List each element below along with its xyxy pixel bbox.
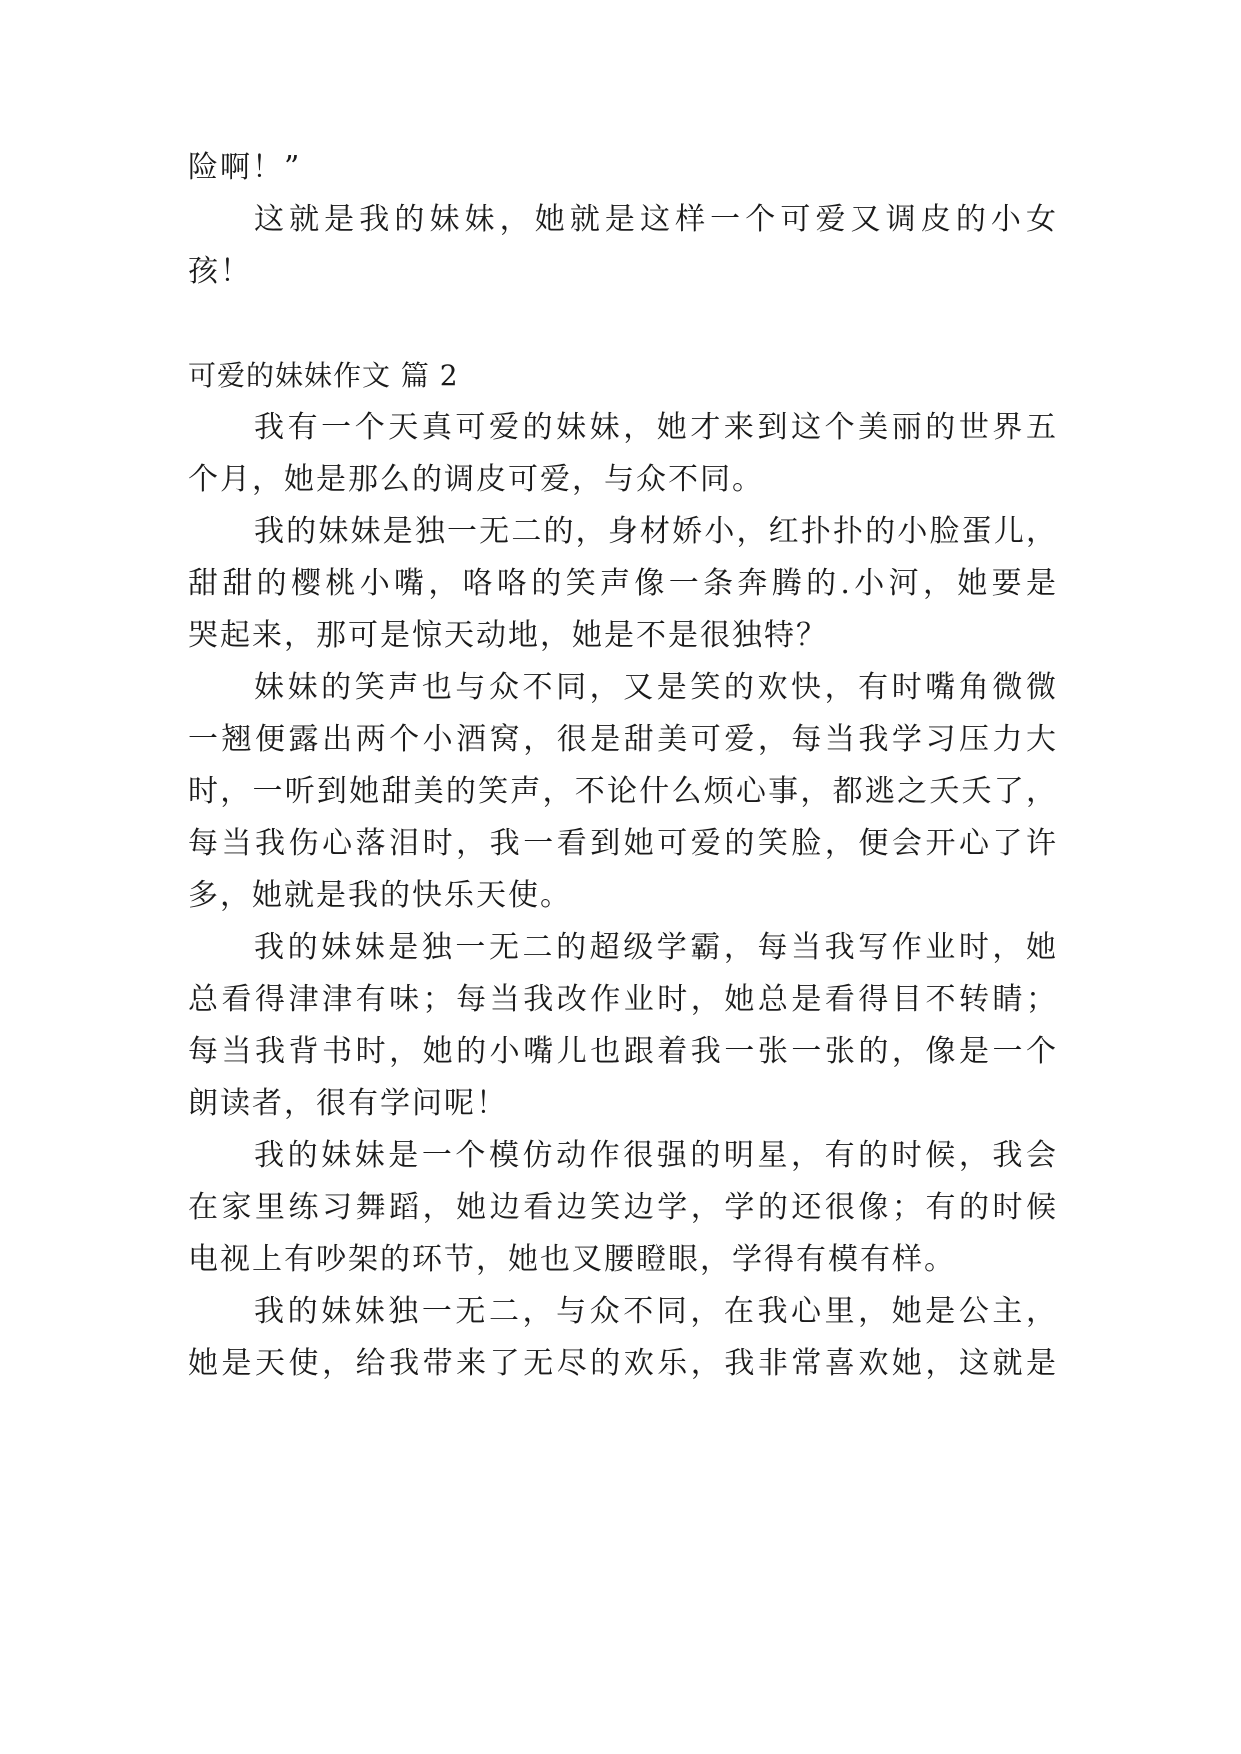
text-line: 我的妹妹是一个模仿动作很强的明星，有的时候，我会 <box>254 1138 1058 1173</box>
text-line: 电视上有吵架的环节，她也叉腰瞪眼，学得有模有样。 <box>188 1242 956 1277</box>
text-line: 我的妹妹是独一无二的超级学霸，每当我写作业时，她 <box>254 930 1058 965</box>
text-line: 时，一听到她甜美的笑声，不论什么烦心事，都逃之夭夭了， <box>188 774 1058 809</box>
text-line: 朗读者，很有学问呢！ <box>188 1086 508 1121</box>
text-line: 多，她就是我的快乐天使。 <box>188 878 572 913</box>
text-line: 她是天使，给我带来了无尽的欢乐，我非常喜欢她，这就是 <box>188 1346 1058 1381</box>
text-line: 险啊！” <box>188 150 302 185</box>
text-line: 一翘便露出两个小酒窝，很是甜美可爱，每当我学习压力大 <box>188 722 1058 757</box>
text-line: 在家里练习舞蹈，她边看边笑边学，学的还很像；有的时候 <box>188 1190 1058 1225</box>
text-line: 哭起来，那可是惊天动地，她是不是很独特？ <box>188 618 828 653</box>
text-line: 总看得津津有味；每当我改作业时，她总是看得目不转睛； <box>188 982 1058 1017</box>
text-line: 甜甜的樱桃小嘴，咯咯的笑声像一条奔腾的.小河，她要是 <box>188 566 1058 601</box>
text-line: 孩！ <box>188 254 252 289</box>
text-line: 我的妹妹是独一无二的，身材娇小，红扑扑的小脸蛋儿， <box>254 514 1058 549</box>
text-line: 每当我背书时，她的小嘴儿也跟着我一张一张的，像是一个 <box>188 1034 1058 1069</box>
text-line: 我的妹妹独一无二，与众不同，在我心里，她是公主， <box>254 1294 1058 1329</box>
text-line: 妹妹的笑声也与众不同，又是笑的欢快，有时嘴角微微 <box>254 670 1058 705</box>
text-line: 这就是我的妹妹，她就是这样一个可爱又调皮的小女 <box>254 202 1058 237</box>
text-line: 每当我伤心落泪时，我一看到她可爱的笑脸，便会开心了许 <box>188 826 1058 861</box>
text-line: 个月，她是那么的调皮可爱，与众不同。 <box>188 462 764 497</box>
section-heading: 可爱的妹妹作文 篇 2 <box>188 359 459 392</box>
text-line: 我有一个天真可爱的妹妹，她才来到这个美丽的世界五 <box>254 410 1058 445</box>
